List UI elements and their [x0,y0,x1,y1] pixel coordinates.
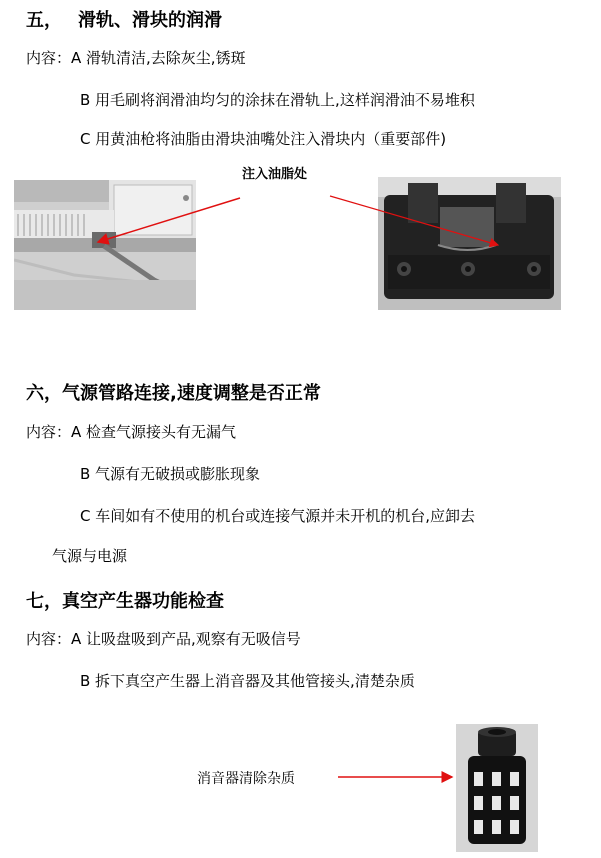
section7-heading: 七，真空产生器功能检查 [26,591,224,612]
section7-item-a: 内容：A 让吸盘吸到产品,观察有无吸信号 [26,630,301,648]
section5-item-a: 内容：A 滑轨清洁,去除灰尘,锈斑 [26,49,246,67]
section6-item-a: 内容：A 检查气源接头有无漏气 [26,423,237,441]
section5-item-b: B 用毛刷将润滑油均匀的涂抹在滑轨上,这样润滑油不易堆积 [80,91,475,109]
arrow-to-rail-photo [98,198,240,242]
arrow-to-slide-block [330,196,498,245]
section7-callout-label: 消音器清除杂质 [197,771,295,787]
section6-item-b: B 气源有无破损或膨胀现象 [80,465,261,483]
section5-callout-label: 注入油脂处 [242,167,308,182]
section5-item-c: C 用黄油枪将油脂由滑块油嘴处注入滑块内（重要部件) [80,130,447,148]
section5-heading-title: 滑轨、滑块的润滑 [78,10,222,31]
section6-heading: 六，气源管路连接,速度调整是否正常 [26,383,321,404]
muffler-photo [456,724,538,852]
section7-item-b: B 拆下真空产生器上消音器及其他管接头,清楚杂质 [80,672,415,690]
section6-item-c: C 车间如有不使用的机台或连接气源并未开机的机台,应卸去 [80,507,476,525]
section5-heading-number: 五， [26,10,62,31]
section6-item-c-continued: 气源与电源 [52,547,128,565]
